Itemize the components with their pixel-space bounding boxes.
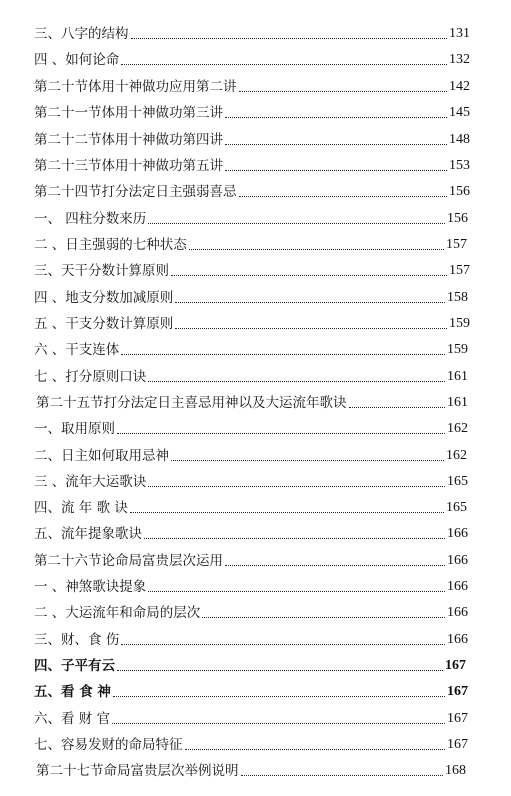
toc-entry-page: 161	[447, 369, 468, 384]
toc-entry-page: 153	[449, 158, 470, 173]
toc-leader-dots	[148, 485, 445, 487]
toc-entry-title: 第二十四节打分法定日主强弱喜忌	[34, 184, 237, 200]
toc-entry-title: 一 、神煞歌诀提象	[34, 579, 147, 595]
toc-leader-dots	[241, 774, 444, 776]
toc-entry-page: 166	[447, 553, 468, 568]
toc-leader-dots	[130, 511, 444, 513]
toc-entry[interactable]	[34, 235, 467, 255]
toc-leader-dots	[175, 301, 445, 303]
toc-leader-dots	[349, 406, 446, 408]
toc-entry[interactable]	[34, 50, 470, 70]
toc-leader-dots	[225, 116, 447, 118]
toc-leader-dots	[121, 63, 447, 65]
toc-entry-title: 第二十五节打分法定日主喜忌用神以及大运流年歌诀	[36, 395, 347, 411]
toc-entry-page: 166	[447, 579, 468, 594]
toc-leader-dots	[171, 274, 447, 276]
toc-entry-page: 148	[449, 132, 470, 147]
toc-entry-title: 二 、日主强弱的七种状态	[34, 237, 187, 253]
toc-entry[interactable]	[34, 656, 466, 676]
toc-entry[interactable]	[34, 419, 468, 439]
toc-entry-title: 三、财、食 伤	[34, 632, 120, 648]
toc-entry-page: 145	[449, 105, 470, 120]
toc-entry[interactable]	[34, 603, 468, 623]
toc-entry-title: 六 、干支连体	[34, 342, 120, 358]
toc-entry-page: 132	[449, 52, 470, 67]
toc-entry-title: 第二十七节命局富贵层次举例说明	[36, 763, 239, 779]
toc-entry-page: 142	[449, 79, 470, 94]
toc-leader-dots	[121, 353, 445, 355]
toc-leader-dots	[148, 380, 445, 382]
toc-leader-dots	[131, 37, 448, 39]
toc-leader-dots	[112, 722, 445, 724]
toc-leader-dots	[189, 248, 444, 250]
toc-leader-dots	[239, 90, 448, 92]
toc-entry-title: 三、八字的结构	[34, 26, 129, 42]
toc-entry-title: 一、取用原则	[34, 421, 115, 437]
toc-entry-page: 159	[447, 342, 468, 357]
toc-entry-page: 161	[447, 395, 468, 410]
toc-entry-title: 四、子平有云	[34, 658, 115, 674]
toc-entry-title: 第二十一节体用十神做功第三讲	[34, 105, 223, 121]
toc-leader-dots	[239, 195, 448, 197]
toc-entry-page: 131	[449, 26, 470, 41]
toc-entry[interactable]	[34, 156, 470, 176]
toc-entry-page: 166	[447, 605, 468, 620]
toc-entry-title: 一、 四柱分数来历	[34, 211, 147, 227]
toc-entry-title: 四 、如何论命	[34, 52, 120, 68]
toc-entry-page: 165	[446, 500, 467, 515]
toc-entry[interactable]	[34, 498, 467, 518]
toc-leader-dots	[148, 222, 445, 224]
toc-entry-page: 162	[446, 448, 467, 463]
toc-entry-title: 第二十节体用十神做功应用第二讲	[34, 79, 237, 95]
toc-entry[interactable]	[34, 24, 470, 44]
toc-entry-title: 第二十六节论命局富贵层次运用	[34, 553, 223, 569]
toc-entry-page: 168	[445, 763, 466, 778]
toc-entry-page: 167	[445, 658, 466, 673]
toc-entry-title: 二、日主如何取用忌神	[34, 448, 169, 464]
toc-leader-dots	[117, 669, 443, 671]
toc-entry-title: 七、容易发财的命局特征	[34, 737, 183, 753]
toc-entry[interactable]	[34, 524, 468, 544]
toc-leader-dots	[113, 695, 445, 697]
toc-entry[interactable]	[34, 209, 468, 229]
toc-leader-dots	[148, 590, 445, 592]
toc-entry-page: 157	[446, 237, 467, 252]
toc-entry-page: 165	[447, 474, 468, 489]
toc-entry-title: 第二十三节体用十神做功第五讲	[34, 158, 223, 174]
toc-entry[interactable]	[34, 709, 468, 729]
toc-entry[interactable]	[34, 130, 470, 150]
toc-entry[interactable]	[34, 472, 468, 492]
toc-entry-title: 三、天干分数计算原则	[34, 263, 169, 279]
toc-entry[interactable]	[34, 261, 470, 281]
toc-entry-title: 四 、地支分数加减原则	[34, 290, 174, 306]
toc-entry[interactable]	[34, 77, 470, 97]
toc-entry[interactable]	[34, 551, 468, 571]
toc-entry-title: 二 、大运流年和命局的层次	[34, 605, 201, 621]
toc-entry[interactable]	[34, 446, 467, 466]
toc-leader-dots	[225, 564, 445, 566]
toc-entry-page: 166	[447, 632, 468, 647]
toc-leader-dots	[144, 537, 445, 539]
toc-entry-page: 156	[447, 211, 468, 226]
toc-entry[interactable]	[34, 577, 468, 597]
toc-entry[interactable]	[34, 340, 468, 360]
toc-entry-page: 157	[449, 263, 470, 278]
toc-leader-dots	[225, 143, 447, 145]
toc-leader-dots	[175, 327, 447, 329]
toc-entry-page: 167	[447, 711, 468, 726]
toc-leader-dots	[185, 748, 446, 750]
toc-entry-title: 五 、干支分数计算原则	[34, 316, 174, 332]
toc-entry[interactable]	[34, 314, 470, 334]
toc-entry[interactable]	[36, 761, 466, 781]
toc-entry-page: 159	[449, 316, 470, 331]
toc-entry[interactable]	[34, 288, 468, 308]
toc-entry-title: 第二十二节体用十神做功第四讲	[34, 132, 223, 148]
toc-leader-dots	[171, 459, 444, 461]
toc-entry[interactable]	[34, 630, 468, 650]
toc-entry-page: 162	[447, 421, 468, 436]
toc-leader-dots	[202, 616, 445, 618]
toc-entry-title: 五、流年提象歌诀	[34, 526, 142, 542]
toc-entry-page: 158	[447, 290, 468, 305]
toc-entry-page: 167	[447, 684, 468, 699]
toc-entry[interactable]	[36, 393, 468, 413]
toc-entry-page: 167	[447, 737, 468, 752]
toc-entry[interactable]	[34, 735, 468, 755]
toc-entry-title: 五、看 食 神	[34, 684, 111, 700]
toc-leader-dots	[121, 643, 445, 645]
toc-entry[interactable]	[34, 367, 468, 387]
toc-entry-title: 四、流 年 歌 诀	[34, 500, 128, 516]
toc-entry[interactable]	[34, 103, 470, 123]
toc-entry-page: 166	[447, 526, 468, 541]
toc-entry-title: 七 、打分原则口诀	[34, 369, 147, 385]
toc-leader-dots	[225, 169, 447, 171]
toc-entry-title: 三 、流年大运歌诀	[34, 474, 147, 490]
toc-entry[interactable]	[34, 182, 470, 202]
toc-entry-title: 六、看 财 官	[34, 711, 111, 727]
toc-entry[interactable]	[34, 682, 468, 702]
toc-entry-page: 156	[449, 184, 470, 199]
toc-leader-dots	[117, 432, 445, 434]
